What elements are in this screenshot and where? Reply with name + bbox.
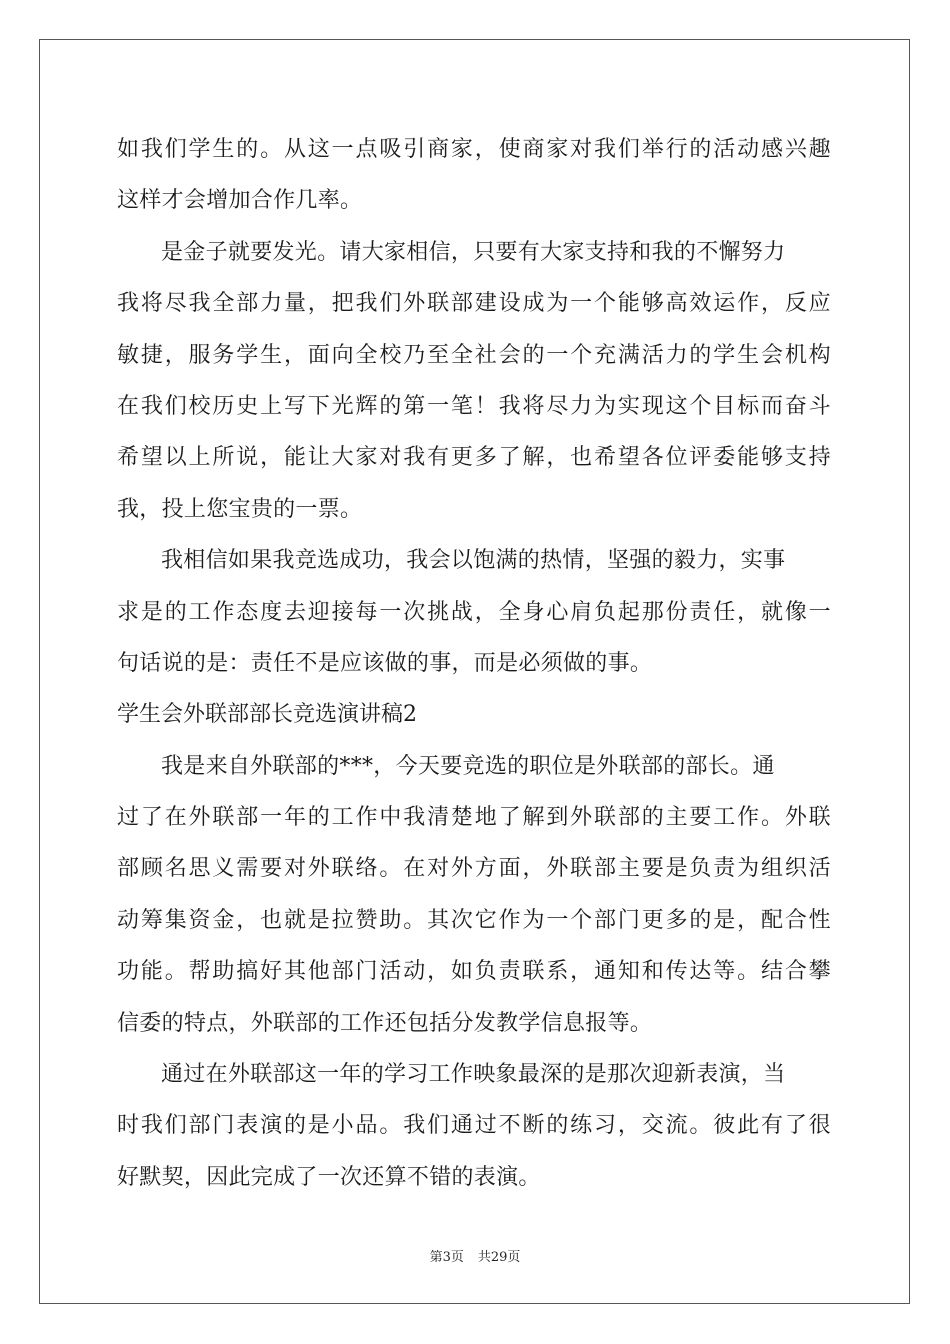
text-line: 我将尽我全部力量，把我们外联部建设成为一个能够高效运作，反应 bbox=[117, 291, 831, 317]
text-line: 这样才会增加合作几率。 bbox=[117, 188, 363, 214]
text-line: 通过在外联部这一年的学习工作映象最深的是那次迎新表演，当 bbox=[161, 1062, 786, 1088]
page-footer bbox=[0, 1246, 950, 1265]
section-heading: 学生会外联部部长竞选演讲稿2 bbox=[117, 702, 417, 728]
text-line: 功能。帮助搞好其他部门活动，如负责联系，通知和传达等。结合攀 bbox=[117, 959, 831, 985]
text-line: 部顾名思义需要对外联络。在对外方面，外联部主要是负责为组织活 bbox=[117, 856, 831, 882]
text-line: 是金子就要发光。请大家相信，只要有大家支持和我的不懈努力 bbox=[161, 239, 786, 265]
total-page-count: 共29页 bbox=[477, 1250, 521, 1265]
text-line: 时我们部门表演的是小品。我们通过不断的练习，交流。彼此有了很 bbox=[117, 1113, 831, 1139]
current-page-number: 第3页 bbox=[429, 1250, 464, 1265]
text-line: 在我们校历史上写下光辉的第一笔！我将尽力为实现这个目标而奋斗 bbox=[117, 393, 831, 419]
text-line: 我是来自外联部的***，今天要竞选的职位是外联部的部长。通 bbox=[161, 753, 775, 779]
document-body bbox=[117, 124, 831, 1203]
text-line: 信委的特点，外联部的工作还包括分发教学信息报等。 bbox=[117, 1010, 653, 1036]
text-line: 敏捷，服务学生，面向全校乃至全社会的一个充满活力的学生会机构 bbox=[117, 342, 831, 368]
text-line: 希望以上所说，能让大家对我有更多了解，也希望各位评委能够支持 bbox=[117, 445, 831, 471]
text-line: 如我们学生的。从这一点吸引商家，使商家对我们举行的活动感兴趣 bbox=[117, 137, 831, 162]
text-line: 我相信如果我竞选成功，我会以饱满的热情，坚强的毅力，实事 bbox=[161, 548, 786, 574]
text-line: 求是的工作态度去迎接每一次挑战，全身心肩负起那份责任，就像一 bbox=[117, 599, 831, 625]
text-line: 好默契，因此完成了一次还算不错的表演。 bbox=[117, 1164, 541, 1190]
text-line: 句话说的是：责任不是应该做的事，而是必须做的事。 bbox=[117, 650, 653, 676]
text-line: 过了在外联部一年的工作中我清楚地了解到外联部的主要工作。外联 bbox=[117, 805, 831, 831]
text-line: 动筹集资金，也就是拉赞助。其次它作为一个部门更多的是，配合性 bbox=[117, 907, 831, 933]
text-line: 我，投上您宝贵的一票。 bbox=[117, 496, 363, 522]
